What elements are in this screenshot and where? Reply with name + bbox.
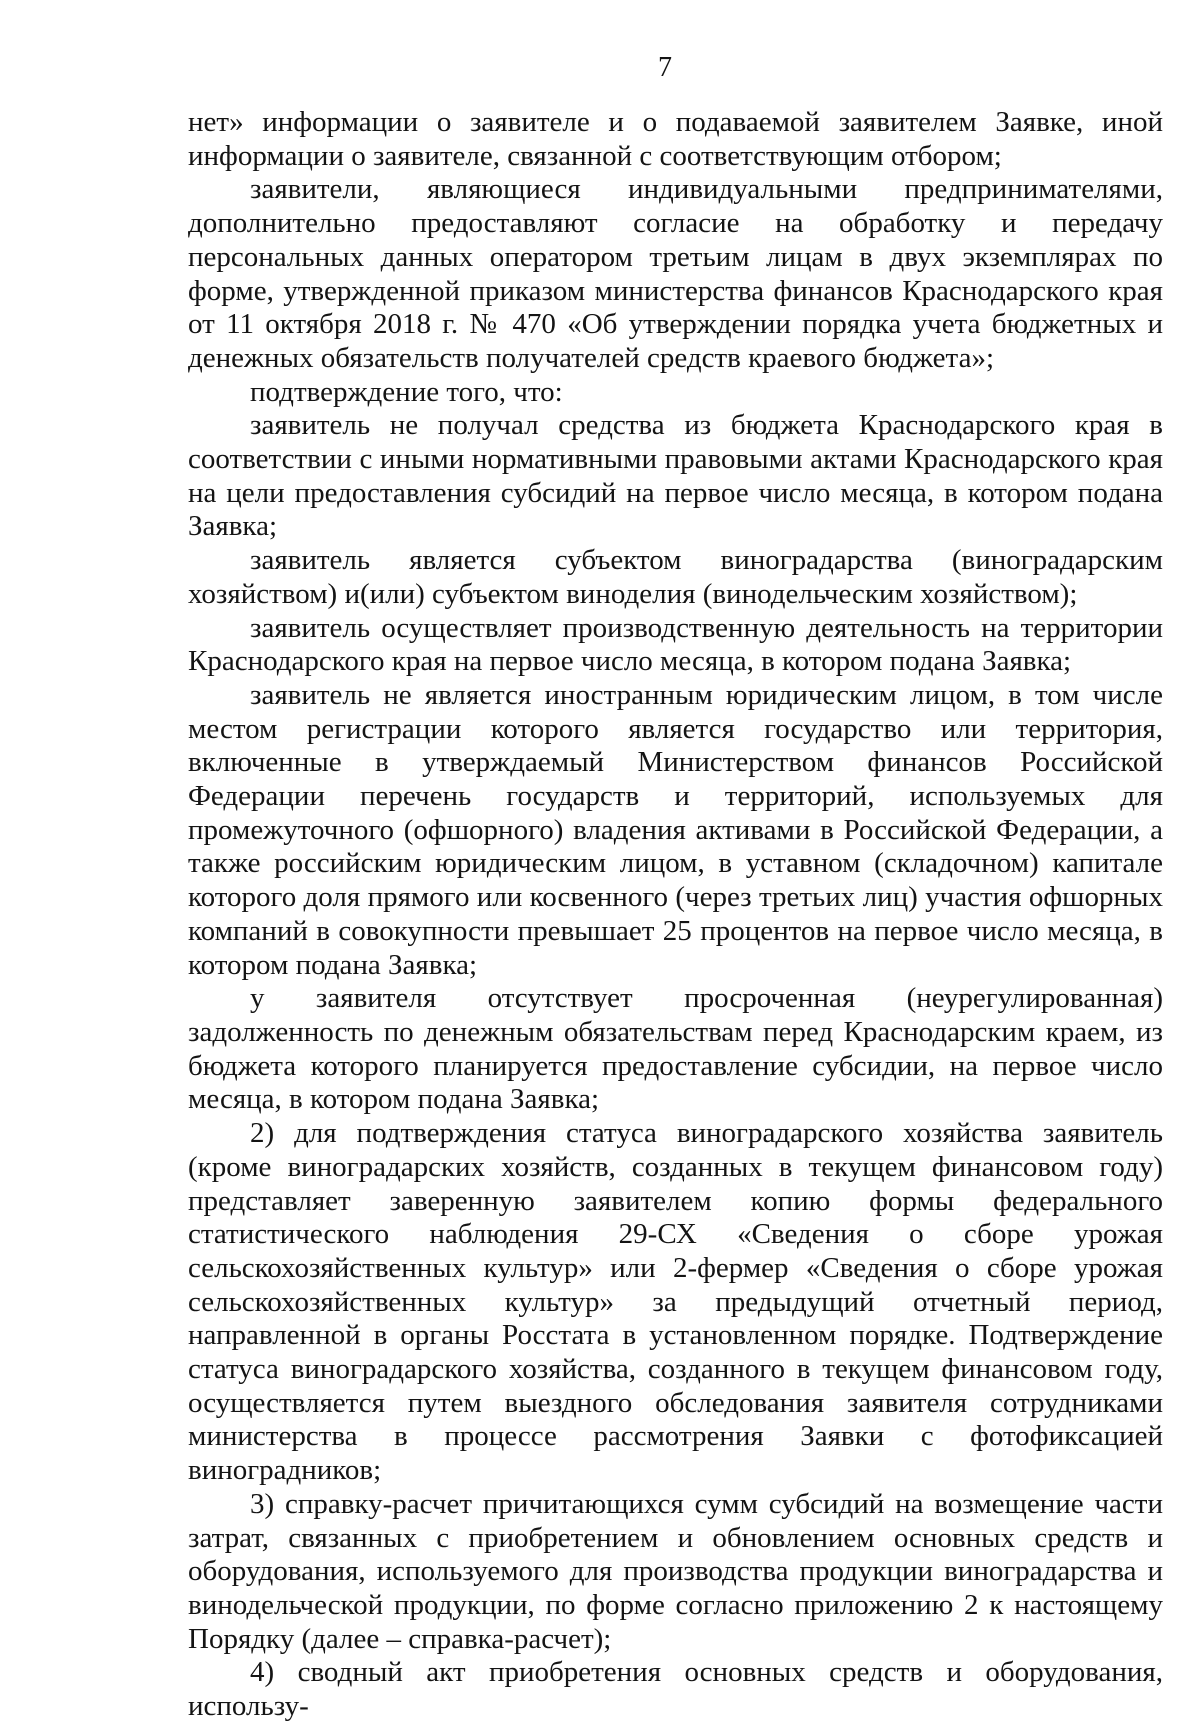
paragraph: нет» информации о заявителе и о подаваемой заявителем Заявке, иной информации о заявителе, связанной с соответствующим отбором; — [188, 106, 1163, 172]
paragraph: 4) сводный акт приобретения основных средств и оборудования, использу- — [188, 1656, 1163, 1723]
document-body — [188, 106, 1163, 1724]
paragraph: 2) для подтверждения статуса виноградарского хозяйства заявитель (кроме виноградарских хозяйств, созданных в текущем финансовом году) представляет заверенную заявителем копию формы федерального статистического наблюдения 29-СХ «Сведения о сборе урожая сельскохозяйственных культур» или 2-фермер «Сведения о сборе урожая сельскохозяйственных культур» за предыдущий отчетный период, направленной в органы Росстата в установленном порядке. Подтверждение статуса виноградарского хозяйства, созданного в текущем финансовом году, осуществляется путем выездного обследования заявителя сотрудниками министерства в процессе рассмотрения Заявки с фотофиксацией виноградников; — [188, 1117, 1163, 1487]
paragraph: заявитель не получал средства из бюджета Краснодарского края в соответствии с иными нормативными правовыми актами Краснодарского края на цели предоставления субсидий на первое число месяца, в котором подана Заявка; — [188, 409, 1163, 543]
paragraph: у заявителя отсутствует просроченная (неурегулированная) задолженность по денежным обязательствам перед Краснодарским краем, из бюджета которого планируется предоставление субсидии, на первое число месяца, в котором подана Заявка; — [188, 982, 1163, 1116]
paragraph: заявитель осуществляет производственную деятельность на территории Краснодарского края на первое число месяца, в котором подана Заявка; — [188, 611, 1163, 678]
paragraph: заявители, являющиеся индивидуальными предпринимателями, дополнительно предоставляют согласие на обработку и передачу персональных данных оператором третьим лицам в двух экземплярах по форме, утвержденной приказом министерства финансов Краснодарского края от 11 октября 2018 г. № 470 «Об утверждении порядка учета бюджетных и денежных обязательств получателей средств краевого бюджета»; — [188, 173, 1163, 374]
paragraph: подтверждение того, что: — [250, 375, 563, 408]
page-number: 7 — [658, 52, 672, 83]
paragraph: заявитель не является иностранным юридическим лицом, в том числе местом регистрации которого является государство или территория, включенные в утверждаемый Министерством финансов Российской Федерации перечень государств и территорий, используемых для промежуточного (офшорного) владения активами в Российской Федерации, а также российским юридическим лицом, в уставном (складочном) капитале которого доля прямого или косвенного (через третьих лиц) участия офшорных компаний в совокупности превышает 25 процентов на первое число месяца, в котором подана Заявка; — [188, 678, 1163, 981]
paragraph: 3) справку-расчет причитающихся сумм субсидий на возмещение части затрат, связанных с приобретением и обновлением основных средств и оборудования, используемого для производства продукции виноградарства и винодельческой продукции, по форме согласно приложению 2 к настоящему Порядку (далее – справка-расчет); — [188, 1487, 1163, 1655]
paragraph: заявитель является субъектом виноградарства (виноградарским хозяйством) и(или) субъектом виноделия (винодельческим хозяйством); — [188, 544, 1163, 610]
